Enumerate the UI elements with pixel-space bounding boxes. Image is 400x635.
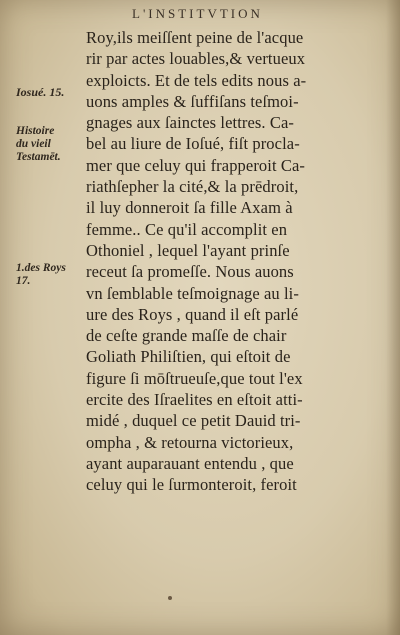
text-line: ompha , & retourna victorieux,	[86, 432, 294, 452]
margin-note-histoire	[16, 125, 61, 164]
text-line: femme.. Ce qu'il accomplit en	[86, 219, 288, 239]
margin-note-line: 1.des Roys	[16, 262, 66, 274]
text-line: receut ſa promeſſe. Nous auons	[86, 262, 294, 282]
text-line: bel au liure de Ioſué, fiſt procla-	[86, 134, 300, 154]
margin-note-roys	[16, 262, 66, 288]
margin-note-line: Histoire	[16, 125, 55, 137]
margin-note-line: du vieil	[16, 138, 51, 150]
text-line: celuy qui le ſurmonteroit, feroit	[86, 475, 297, 495]
text-line: mer que celuy qui frapperoit Ca-	[86, 155, 305, 175]
text-line: exploicts. Et de tels edits nous a-	[86, 70, 307, 90]
text-line: ercite des Iſraelites en eſtoit atti-	[86, 390, 303, 410]
text-line: vn ſemblable teſmoignage au li-	[86, 283, 299, 303]
body-text	[86, 27, 386, 496]
text-line: ayant auparauant entendu , que	[86, 453, 294, 473]
text-line: gnages aux ſainctes lettres. Ca-	[86, 113, 294, 133]
margin-note-line: Iosué. 15.	[16, 85, 65, 99]
page-dot	[168, 596, 172, 600]
text-line: Roy,ils meiſſent peine de l'acque	[86, 28, 304, 47]
text-line: de ceſte grande maſſe de chair	[86, 326, 287, 346]
text-line: ure des Roys , quand il eſt parlé	[86, 304, 299, 324]
text-line: riathſepher la cité,& la prēdroit,	[86, 177, 299, 197]
margin-note-line: Testamēt.	[16, 151, 61, 163]
text-line: midé , duquel ce petit Dauid tri-	[86, 411, 301, 431]
running-header: L'INSTITVTION	[132, 6, 263, 21]
margin-note-line: 17.	[16, 275, 31, 287]
text-line: Othoniel , lequel l'ayant prinſe	[86, 240, 290, 260]
page-edge-shadow	[386, 0, 400, 635]
text-line: il luy donneroit ſa fille Axam à	[86, 198, 293, 218]
text-line: Goliath Philiſtien, qui eſtoit de	[86, 347, 291, 367]
margin-note-iosue	[16, 86, 64, 99]
text-line: uons amples & ſuffiſans teſmoi-	[86, 91, 299, 111]
text-line: rir par actes louables,& vertueux	[86, 49, 306, 69]
text-line: figure ſi mōſtrueuſe,que tout l'ex	[86, 368, 303, 388]
